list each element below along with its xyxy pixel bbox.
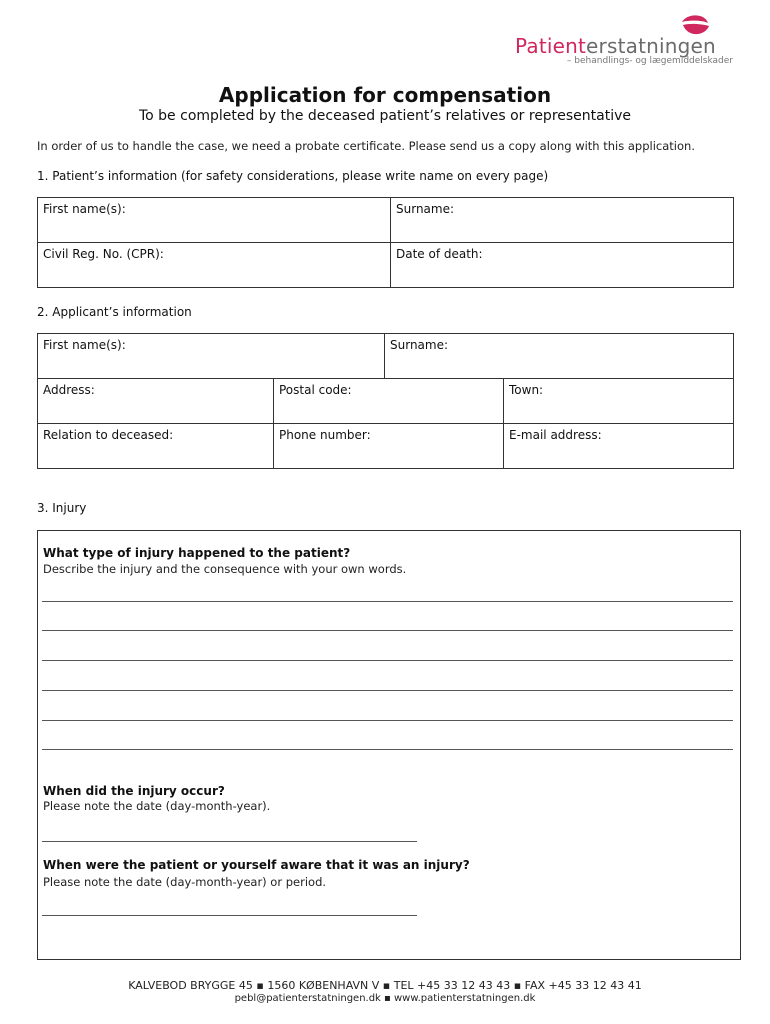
injury-type-hint: Describe the injury and the consequence with your own words. [43,562,407,576]
date-of-death-field[interactable] [391,243,734,288]
injury-description-line[interactable] [42,720,733,721]
date-of-death-label: Date of death: [396,247,483,261]
footer-contact: pebl@patienterstatningen.dk ▪ www.patienterstatningen.dk [234,993,536,1004]
brand-logo [515,14,737,70]
phone-label: Phone number: [279,428,371,442]
applicant-first-name-field[interactable] [38,334,385,379]
injury-description-line[interactable] [42,660,733,661]
patient-first-name-label: First name(s): [43,202,126,216]
brand-name-part2: erstatningen [586,34,716,58]
patient-first-name-field[interactable] [38,198,391,243]
applicant-details-table [37,378,734,469]
patient-cpr-label: Civil Reg. No. (CPR): [43,247,164,261]
town-field[interactable] [504,379,734,424]
injury-type-question: What type of injury happened to the patient? [43,546,351,560]
injury-date-line[interactable] [42,841,417,842]
email-field[interactable] [504,424,734,469]
email-label: E-mail address: [509,428,602,442]
brand-name [515,34,716,58]
awareness-date-line[interactable] [42,915,417,916]
patient-surname-field[interactable] [391,198,734,243]
relation-field[interactable] [38,424,274,469]
patient-surname-label: Surname: [396,202,455,216]
injury-description-line[interactable] [42,630,733,631]
section3-heading: 3. Injury [37,501,87,515]
injury-description-line[interactable] [42,601,733,602]
town-label: Town: [509,383,544,397]
applicant-name-table [37,333,734,379]
address-field[interactable] [38,379,274,424]
intro-text: In order of us to handle the case, we need a probate certificate. Please send us a copy along with this application. [37,139,695,153]
relation-label: Relation to deceased: [43,428,174,442]
awareness-date-hint: Please note the date (day-month-year) or period. [43,875,327,889]
page-title: Application for compensation [218,83,552,107]
injury-date-hint: Please note the date (day-month-year). [43,799,271,813]
awareness-date-question: When were the patient or yourself aware that it was an injury? [43,858,470,872]
injury-box [37,530,741,960]
applicant-surname-field[interactable] [385,334,734,379]
footer-address: KALVEBOD BRYGGE 45 ▪ 1560 KØBENHAVN V ▪ TEL +45 33 12 43 43 ▪ FAX +45 33 12 43 41 [128,979,642,992]
page-subtitle: To be completed by the deceased patient’s relatives or representative [138,108,632,124]
brand-name-part1: Patient [515,34,587,58]
postal-code-label: Postal code: [279,383,352,397]
injury-description-line[interactable] [42,749,733,750]
phone-field[interactable] [274,424,504,469]
applicant-first-name-label: First name(s): [43,338,126,352]
postal-code-field[interactable] [274,379,504,424]
patient-info-table [37,197,734,288]
injury-date-question: When did the injury occur? [43,784,225,798]
injury-description-line[interactable] [42,690,733,691]
address-label: Address: [43,383,95,397]
section1-heading: 1. Patient’s information (for safety considerations, please write name on every page) [37,169,549,183]
patient-cpr-field[interactable] [38,243,391,288]
section2-heading: 2. Applicant’s information [37,305,192,319]
footer [0,979,770,1005]
brand-tagline: – behandlings- og lægemiddelskader [566,56,733,66]
applicant-surname-label: Surname: [390,338,449,352]
